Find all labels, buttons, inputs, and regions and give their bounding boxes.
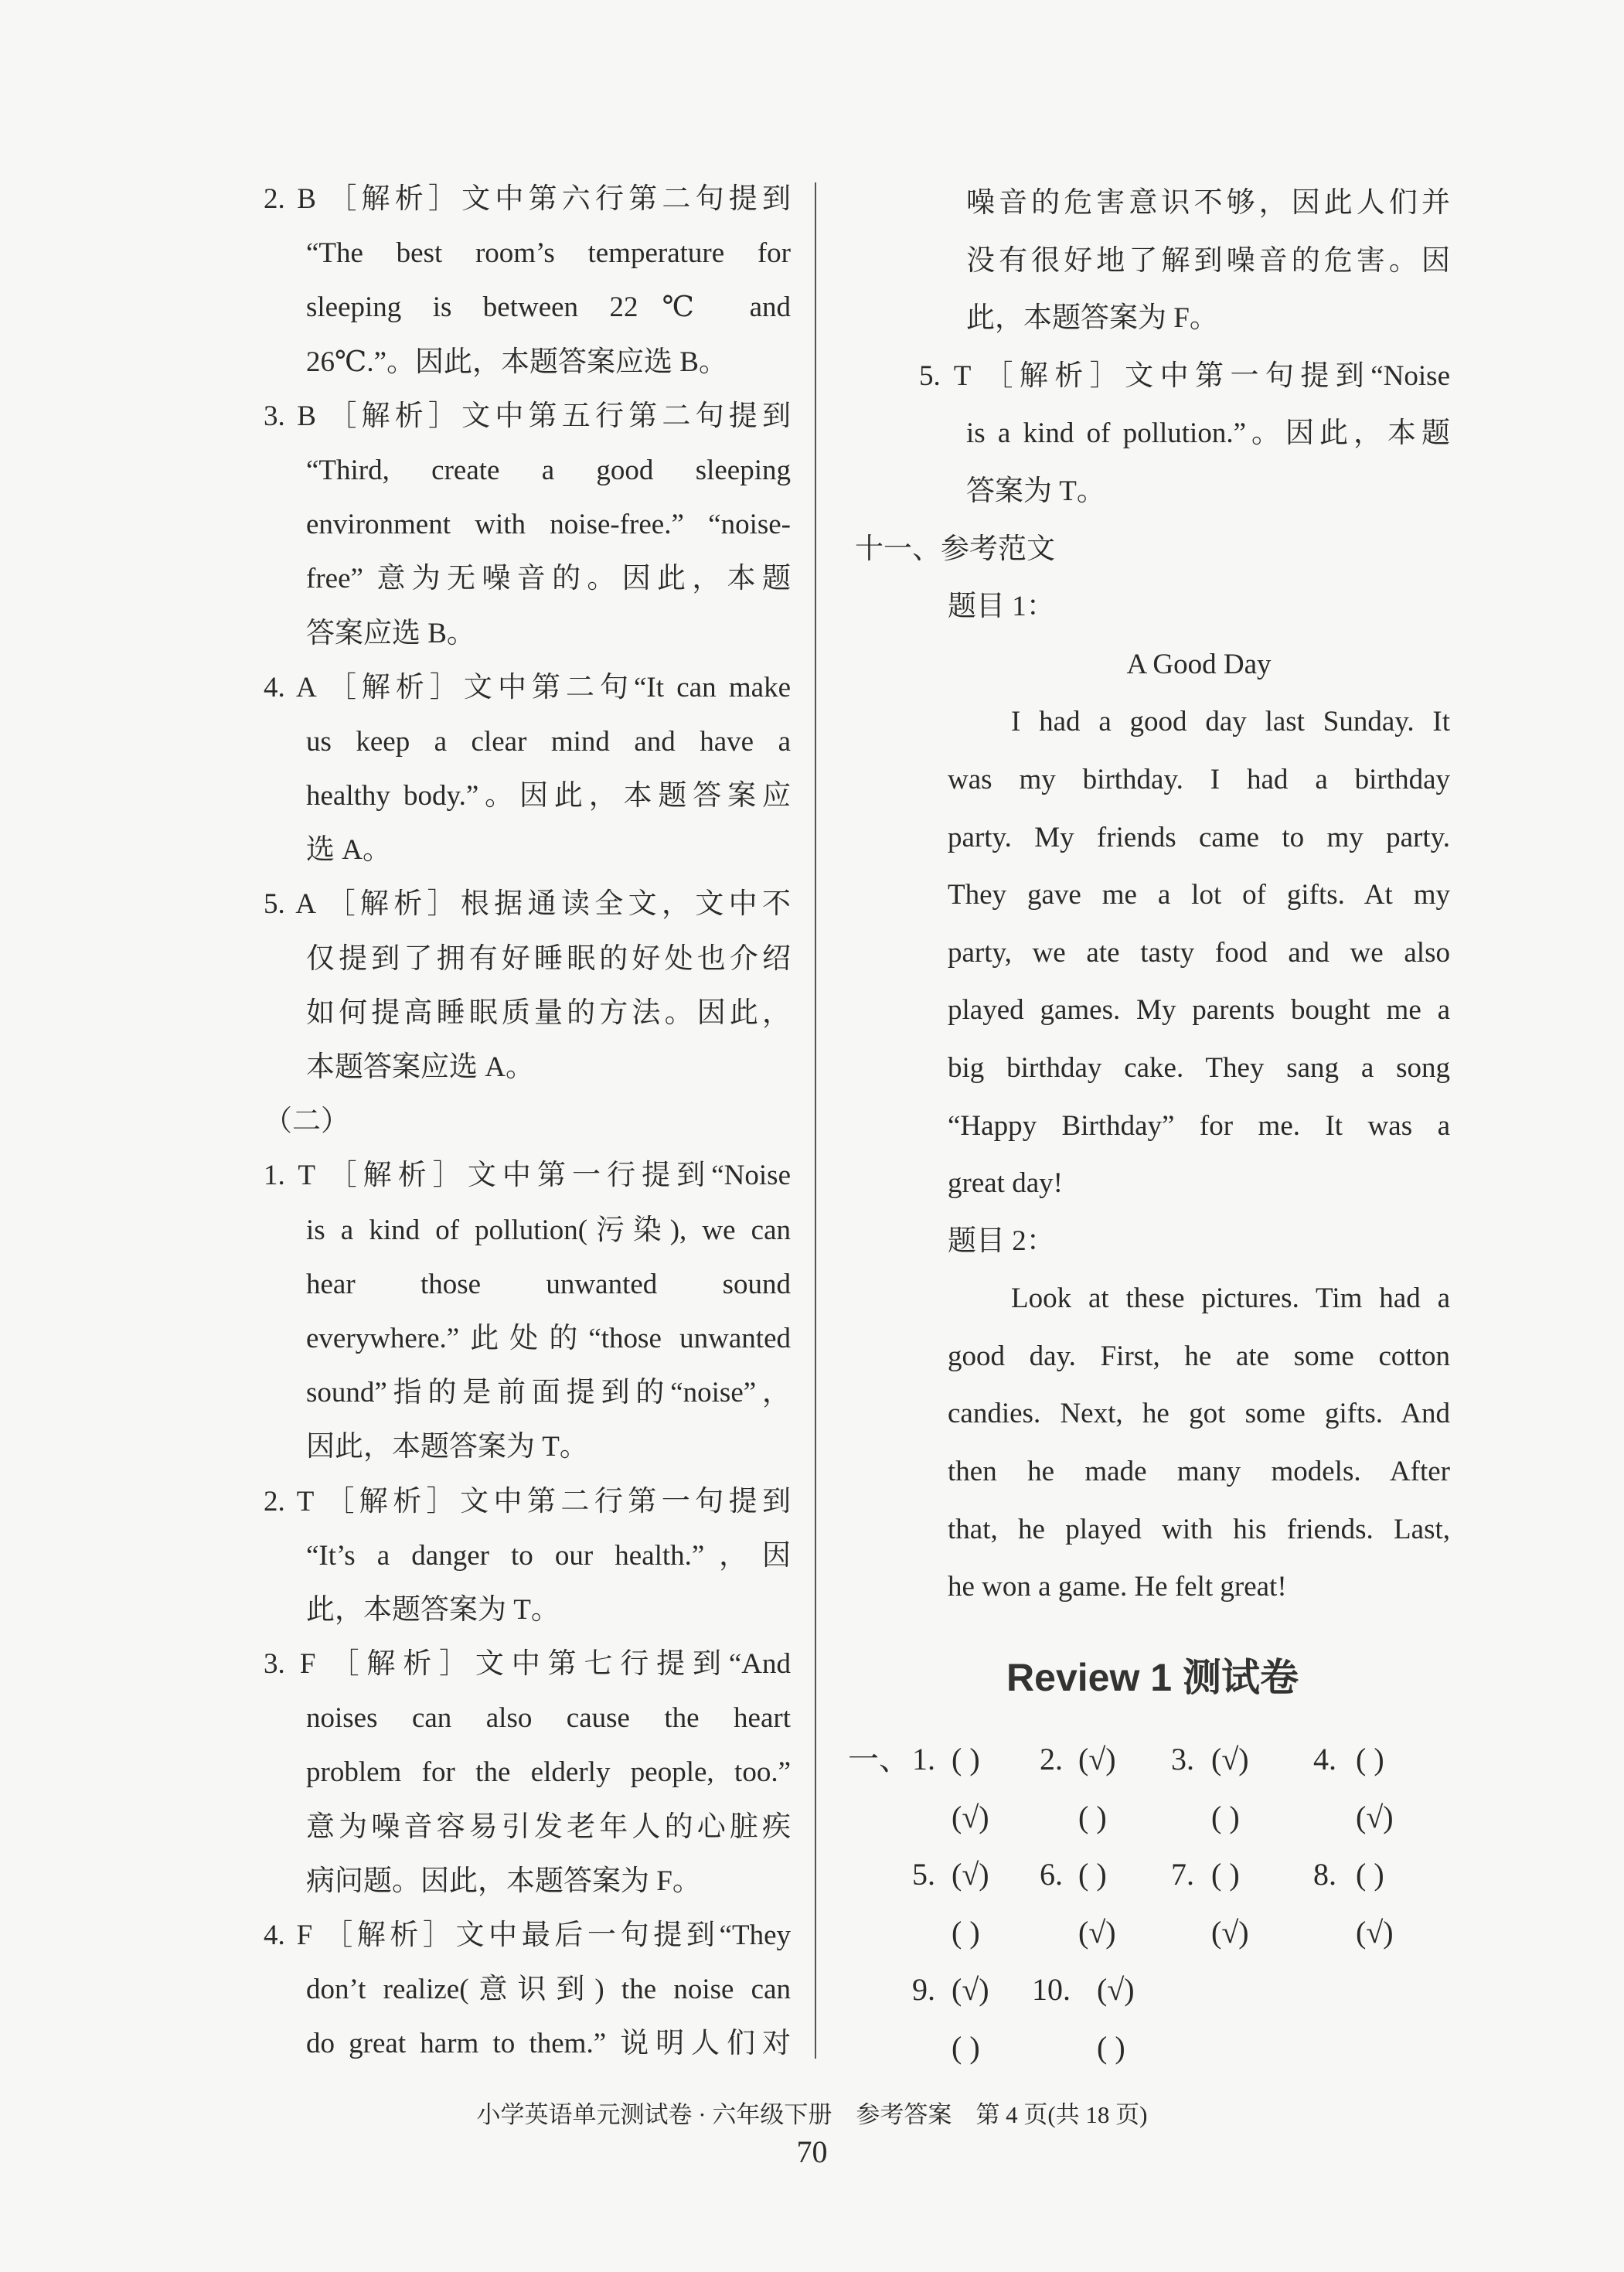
left-text-line: 仅提到了拥有好睡眠的好处也介绍	[306, 942, 791, 975]
left-text-line: 2. T ［解析］文中第二行第一句提到	[264, 1485, 791, 1518]
column-divider	[815, 182, 816, 2059]
left-text-line: healthy body.”。因此，本题答案应	[306, 780, 791, 812]
section-label: 一、	[848, 1742, 910, 1776]
answer-mark: ( )	[1356, 1742, 1384, 1776]
left-text-line: 1. T ［解析］文中第一行提到“Noise	[264, 1160, 791, 1192]
answer-mark: ( )	[952, 2029, 980, 2065]
right-text-line: good day. First, he ate some cotton	[948, 1340, 1450, 1372]
right-text-line: “Happy Birthday” for me. It was a	[948, 1109, 1450, 1142]
left-text-line: problem for the elderly people, too.”	[306, 1756, 791, 1789]
answer-mark: (√)	[952, 1799, 989, 1834]
left-text-line: “The best room’s temperature for	[306, 237, 791, 270]
left-text-line: everywhere.”此处的“those unwanted	[306, 1322, 791, 1354]
review-title: Review 1 测试卷	[1006, 1656, 1299, 1699]
answer-number: 8.	[1313, 1857, 1336, 1892]
answer-number: 1.	[912, 1742, 935, 1776]
right-text-line: party. My friends came to my party.	[948, 821, 1450, 853]
answer-mark: (√)	[952, 1857, 989, 1892]
answer-mark: (√)	[1211, 1914, 1249, 1950]
right-text-line: 噪音的危害意识不够，因此人们并	[966, 187, 1450, 219]
answer-mark: ( )	[1211, 1799, 1240, 1834]
page-footer: 小学英语单元测试卷 · 六年级下册 参考答案 第 4 页(共 18 页)	[476, 2101, 1148, 2128]
answer-mark: ( )	[952, 1914, 980, 1950]
left-text-line: is a kind of pollution(污染), we can	[306, 1214, 791, 1246]
left-column	[264, 172, 791, 2072]
left-text-line: 2. B ［解析］文中第六行第二句提到	[264, 183, 791, 215]
right-text-line: Look at these pictures. Tim had a	[1011, 1282, 1450, 1315]
left-text-line: 如何提高睡眠质量的方法。因此，	[306, 996, 791, 1029]
right-text-line: candies. Next, he got some gifts. And	[948, 1398, 1450, 1430]
left-text-line: sound”指的是前面提到的“noise”，	[306, 1377, 791, 1409]
right-text-line: 此，本题答案为 F。	[966, 302, 1218, 335]
right-text-line: I had a good day last Sunday. It	[1011, 706, 1450, 738]
left-text-line: 5. A ［解析］根据通读全文，文中不	[264, 888, 791, 921]
left-text-line: “Third, create a good sleeping	[306, 454, 791, 486]
answer-number: 4.	[1313, 1742, 1336, 1776]
left-text-line: sleeping is between 22℃ and	[306, 291, 791, 324]
left-text-line: 此，本题答案为 T。	[306, 1593, 560, 1626]
answer-mark: ( )	[1097, 2029, 1125, 2065]
left-text-line: 26℃.”。因此，本题答案应选 B。	[306, 346, 727, 378]
left-text-line: 4. A ［解析］文中第二句“It can make	[264, 671, 791, 703]
left-text-line: 本题答案应选 A。	[306, 1051, 534, 1083]
left-text-line: 意为噪音容易引发老年人的心脏疾	[306, 1810, 791, 1843]
left-text-line: 3. F ［解析］文中第七行提到“And	[264, 1648, 791, 1681]
right-column	[855, 175, 1450, 1616]
right-text-line: that, he played with his friends. Last,	[948, 1513, 1450, 1545]
right-text-line: then he made many models. After	[948, 1456, 1450, 1488]
left-text-line: 选 A。	[306, 834, 391, 867]
right-text-line: They gave me a lot of gifts. At my	[948, 879, 1450, 911]
left-text-line: hear those unwanted sound	[306, 1268, 791, 1300]
right-text-line: 题目 1：	[948, 591, 1055, 623]
answer-number: 7.	[1171, 1857, 1194, 1892]
left-text-line: 因此，本题答案为 T。	[306, 1431, 588, 1463]
left-text-line: don’t realize(意识到) the noise can	[306, 1974, 791, 2006]
answer-mark: ( )	[1356, 1857, 1384, 1892]
right-text-line: 十一、参考范文	[855, 533, 1055, 565]
right-text-line: was my birthday. I had a birthday	[948, 763, 1450, 795]
answer-mark: (√)	[1211, 1742, 1249, 1776]
left-text-line: 答案应选 B。	[306, 617, 475, 649]
right-text-line: party, we ate tasty food and we also	[948, 936, 1450, 969]
answer-number: 3.	[1171, 1742, 1194, 1776]
left-text-line: noises can also cause the heart	[306, 1702, 791, 1735]
right-text-line: he won a game. He felt great!	[948, 1571, 1287, 1603]
right-text-line: big birthday cake. They sang a song	[948, 1051, 1450, 1084]
left-text-line: free” 意为无噪音的。因此，本题	[306, 563, 791, 595]
right-text-line: great day!	[948, 1167, 1063, 1200]
left-text-line: 病问题。因此，本题答案为 F。	[306, 1865, 701, 1897]
answer-number: 5.	[912, 1857, 935, 1892]
left-text-line: 3. B ［解析］文中第五行第二句提到	[264, 400, 791, 432]
right-text-line: A Good Day	[1126, 648, 1272, 680]
left-text-line: us keep a clear mind and have a	[306, 725, 791, 758]
answer-mark: ( )	[1078, 1857, 1107, 1892]
answer-mark: (√)	[1078, 1742, 1116, 1776]
left-text-line: “It’s a danger to our health.”，因	[306, 1539, 791, 1572]
answer-number: 6.	[1040, 1857, 1063, 1892]
right-text-line: 题目 2：	[948, 1225, 1055, 1257]
page-number: 70	[796, 2134, 828, 2169]
left-text-line: environment with noise-free.” “noise-	[306, 509, 791, 541]
answer-mark: (√)	[952, 1972, 989, 2007]
right-text-line: is a kind of pollution.”。因此，本题	[966, 417, 1450, 450]
answer-number: 10.	[1032, 1972, 1071, 2007]
right-text-line: 没有很好地了解到噪音的危害。因	[966, 244, 1450, 277]
answer-number: 2.	[1040, 1742, 1063, 1776]
answer-number: 9.	[912, 1972, 935, 2007]
answer-mark: (√)	[1356, 1914, 1394, 1950]
left-text-line: （二）	[264, 1105, 349, 1138]
left-text-line: do great harm to them.” 说明人们对	[306, 2028, 791, 2060]
left-text-line: 4. F ［解析］文中最后一句提到“They	[264, 1919, 791, 1951]
right-text-line: 5. T ［解析］文中第一句提到“Noise	[919, 359, 1450, 392]
answer-mark: (√)	[1356, 1799, 1394, 1834]
answer-mark: ( )	[1078, 1799, 1107, 1834]
answer-mark: ( )	[952, 1742, 980, 1776]
answer-mark: (√)	[1078, 1914, 1116, 1950]
right-text-line: 答案为 T。	[966, 475, 1105, 507]
right-text-line: played games. My parents bought me a	[948, 994, 1450, 1027]
answer-mark: ( )	[1211, 1857, 1240, 1892]
answer-mark: (√)	[1097, 1972, 1135, 2007]
